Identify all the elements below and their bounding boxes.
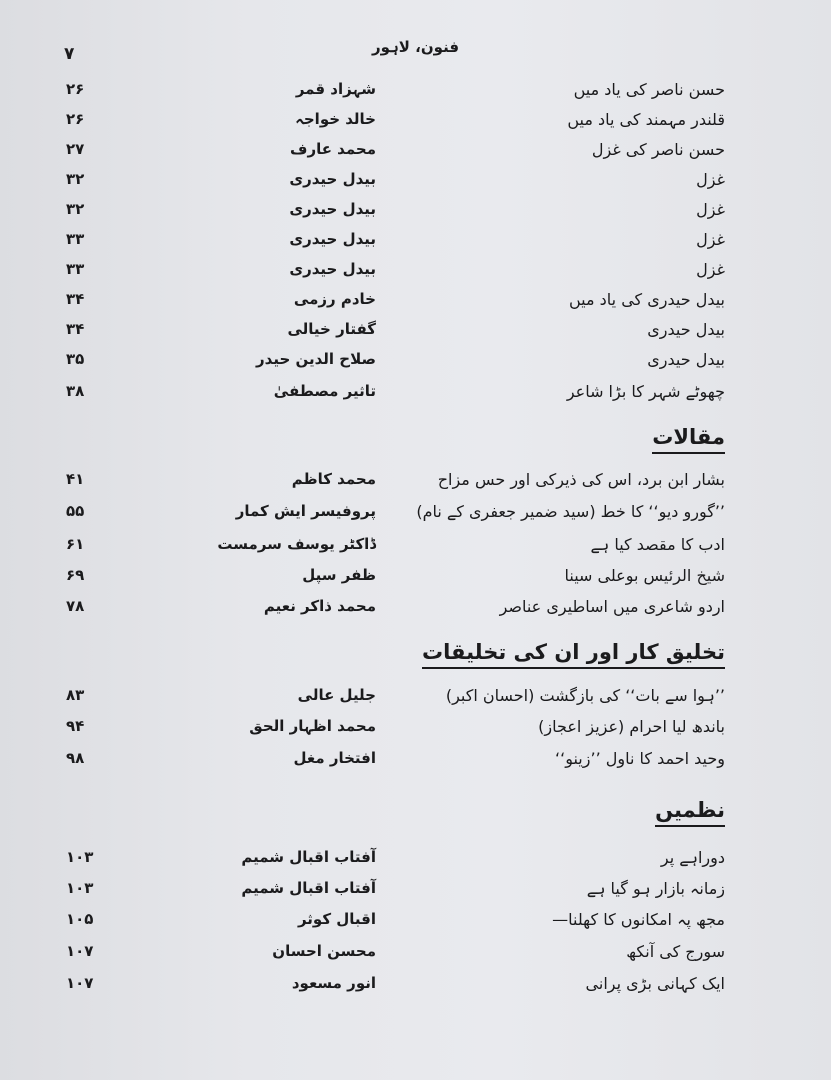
toc-entry bbox=[0, 140, 831, 170]
entry-title: ’’گورو دیو‘‘ کا خط (سید ضمیر جعفری کے نام) bbox=[416, 502, 725, 521]
toc-entry bbox=[0, 350, 831, 380]
entry-page: ۱۰۳ bbox=[66, 879, 94, 897]
entry-title: مجھ پہ امکانوں کا کھلنا— bbox=[552, 910, 725, 929]
entry-title: قلندر مہمند کی یاد میں bbox=[567, 110, 725, 129]
entry-page: ۵۵ bbox=[66, 502, 85, 520]
entry-page: ۱۰۵ bbox=[66, 910, 94, 928]
entry-author: جلیل عالی bbox=[297, 686, 376, 704]
toc-entry bbox=[0, 686, 831, 716]
toc-entry bbox=[0, 470, 831, 500]
toc-entry bbox=[0, 942, 831, 972]
entry-title: بشار ابن برد، اس کی ذیرکی اور حس مزاح bbox=[437, 470, 725, 489]
toc-entry bbox=[0, 597, 831, 627]
entry-author: گفتار خیالی bbox=[287, 320, 376, 338]
toc-entry bbox=[0, 974, 831, 1004]
entry-title: شیخ الرئیس بوعلی سینا bbox=[564, 566, 725, 585]
toc-entry bbox=[0, 80, 831, 110]
entry-author: بیدل حیدری bbox=[289, 170, 376, 188]
entry-title: وحید احمد کا ناول ’’زینو‘‘ bbox=[555, 749, 725, 768]
toc-entry bbox=[0, 382, 831, 412]
entry-title: سورج کی آنکھ bbox=[626, 942, 725, 961]
entry-page: ۳۴ bbox=[66, 290, 85, 308]
entry-author: محمد عارف bbox=[290, 140, 376, 158]
entry-page: ۲۶ bbox=[66, 110, 85, 128]
entry-title: غزل bbox=[696, 230, 725, 249]
entry-author: بیدل حیدری bbox=[289, 200, 376, 218]
entry-page: ۳۲ bbox=[66, 200, 85, 218]
entry-page: ۷۸ bbox=[66, 597, 85, 615]
toc-entry bbox=[0, 320, 831, 350]
entry-title: بیدل حیدری bbox=[647, 350, 725, 369]
entry-author: آفتاب اقبال شمیم bbox=[241, 879, 376, 897]
entry-page: ۱۰۷ bbox=[66, 942, 94, 960]
toc-entry bbox=[0, 290, 831, 320]
entry-author: محمد ذاکر نعیم bbox=[263, 597, 376, 615]
toc-entry bbox=[0, 230, 831, 260]
entry-title: حسن ناصر کی غزل bbox=[591, 140, 725, 159]
running-head: فنون، لاہور bbox=[371, 38, 460, 56]
entry-page: ۲۷ bbox=[66, 140, 85, 158]
entry-page: ۹۴ bbox=[66, 717, 85, 735]
toc-entry bbox=[0, 200, 831, 230]
entry-page: ۳۳ bbox=[66, 260, 85, 278]
entry-author: بیدل حیدری bbox=[289, 230, 376, 248]
toc-entry bbox=[0, 260, 831, 290]
entry-title: بیدل حیدری bbox=[647, 320, 725, 339]
entry-title: ادب کا مقصد کیا ہے bbox=[590, 535, 725, 554]
entry-author: صلاح الدین حیدر bbox=[256, 350, 376, 368]
entry-author: اقبال کوثر bbox=[297, 910, 376, 928]
entry-title: دوراہے پر bbox=[660, 848, 725, 867]
toc-entry bbox=[0, 110, 831, 140]
entry-title: حسن ناصر کی یاد میں bbox=[573, 80, 725, 99]
entry-title: زمانہ بازار ہو گیا ہے bbox=[586, 879, 725, 898]
section-heading: تخلیق کار اور ان کی تخلیقات bbox=[422, 640, 725, 669]
entry-author: شہزاد قمر bbox=[295, 80, 376, 98]
page-number: ۷ bbox=[64, 44, 75, 64]
toc-entry bbox=[0, 910, 831, 940]
section-heading: مقالات bbox=[652, 425, 725, 454]
entry-page: ۳۳ bbox=[66, 230, 85, 248]
entry-page: ۴۱ bbox=[66, 470, 85, 488]
entry-title: غزل bbox=[696, 170, 725, 189]
entry-page: ۳۴ bbox=[66, 320, 85, 338]
entry-page: ۱۰۳ bbox=[66, 848, 94, 866]
entry-author: ظفر سپل bbox=[302, 566, 376, 584]
toc-entry bbox=[0, 848, 831, 878]
entry-title: باندھ لیا احرام (عزیز اعجاز) bbox=[538, 717, 725, 736]
entry-page: ۲۶ bbox=[66, 80, 85, 98]
entry-page: ۳۵ bbox=[66, 350, 85, 368]
entry-author: انور مسعود bbox=[291, 974, 376, 992]
entry-title: چھوٹے شہر کا بڑا شاعر bbox=[566, 382, 725, 401]
toc-entry bbox=[0, 566, 831, 596]
entry-page: ۸۳ bbox=[66, 686, 85, 704]
entry-author: افتخار مغل bbox=[293, 749, 376, 767]
toc-entry bbox=[0, 502, 831, 532]
entry-title: بیدل حیدری کی یاد میں bbox=[569, 290, 725, 309]
entry-title: غزل bbox=[696, 260, 725, 279]
entry-title: ایک کہانی بڑی پرانی bbox=[585, 974, 725, 993]
entry-author: تاثیر مصطفیٰ bbox=[273, 382, 376, 400]
entry-page: ۳۸ bbox=[66, 382, 85, 400]
entry-title: اردو شاعری میں اساطیری عناصر bbox=[499, 597, 725, 616]
entry-author: خادم رزمی bbox=[293, 290, 376, 308]
entry-author: محسن احسان bbox=[272, 942, 376, 960]
entry-title: ’’ہوا سے بات‘‘ کی بازگشت (احسان اکبر) bbox=[445, 686, 725, 705]
entry-author: محمد اظہار الحق bbox=[249, 717, 376, 735]
entry-page: ۹۸ bbox=[66, 749, 85, 767]
toc-entry bbox=[0, 170, 831, 200]
entry-author: بیدل حیدری bbox=[289, 260, 376, 278]
entry-page: ۳۲ bbox=[66, 170, 85, 188]
section-heading: نظمیں bbox=[655, 798, 725, 827]
toc-entry bbox=[0, 879, 831, 909]
entry-author: محمد کاظم bbox=[291, 470, 376, 488]
toc-entry bbox=[0, 535, 831, 565]
entry-page: ۱۰۷ bbox=[66, 974, 94, 992]
entry-author: پروفیسر ایش کمار bbox=[235, 502, 376, 520]
toc-entry bbox=[0, 717, 831, 747]
entry-page: ۶۱ bbox=[66, 535, 85, 553]
entry-author: خالد خواجہ bbox=[295, 110, 376, 128]
entry-author: آفتاب اقبال شمیم bbox=[241, 848, 376, 866]
toc-entry bbox=[0, 749, 831, 779]
entry-title: غزل bbox=[696, 200, 725, 219]
entry-author: ڈاکٹر یوسف سرمست bbox=[217, 535, 376, 553]
entry-page: ۶۹ bbox=[66, 566, 85, 584]
